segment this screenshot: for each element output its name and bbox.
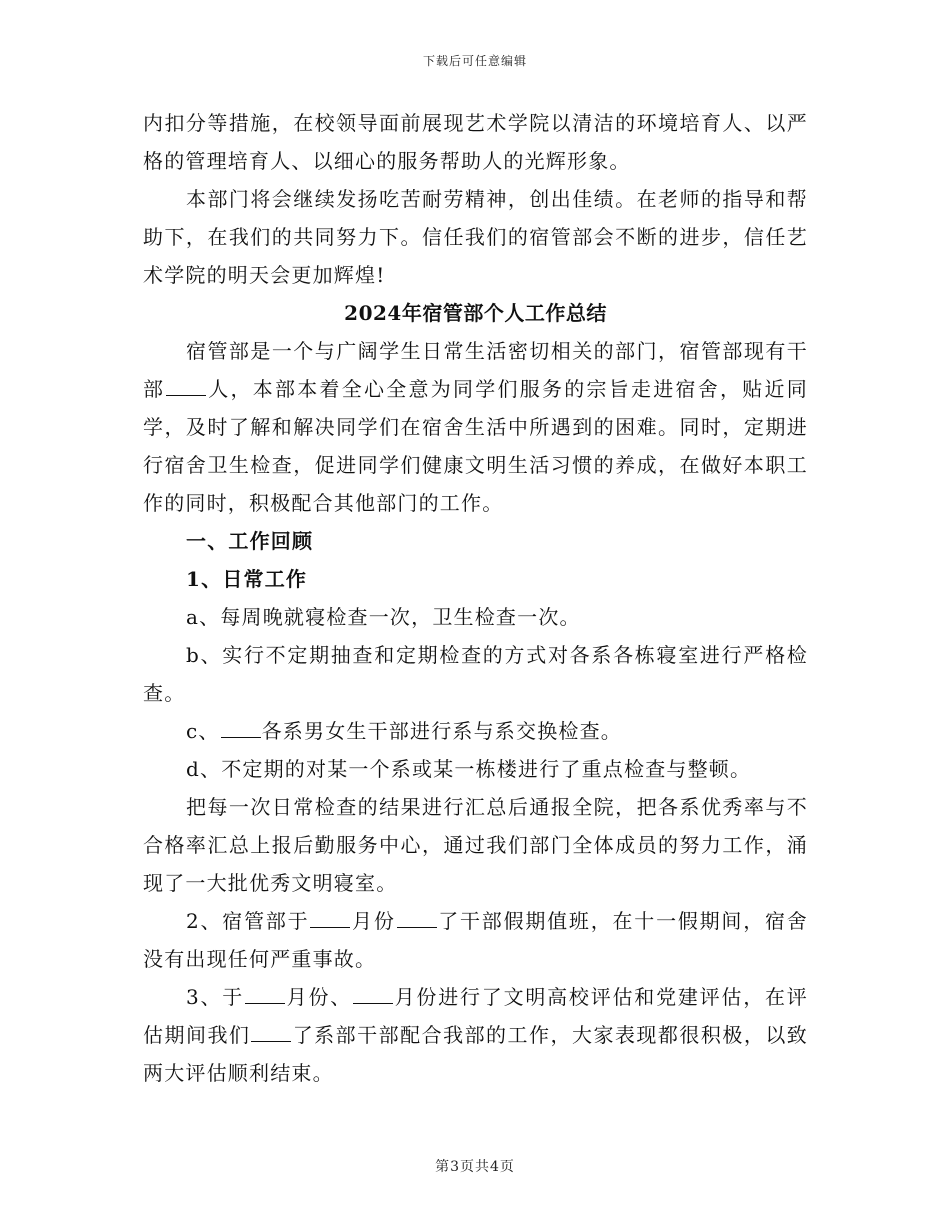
paragraph-1: 内扣分等措施，在校领导面前展现艺术学院以清洁的环境培育人、以严格的管理培育人、以细心的服务帮助人的光辉形象。 xyxy=(143,111,808,173)
paragraph-5-part-3: 了干部假期值班，在十一假期间，宿舍没有出现任何严重事故。 xyxy=(143,909,808,971)
paragraph-6-part-2: 月份、 xyxy=(286,985,353,1009)
heading-work-review: 一、工作回顾 xyxy=(186,529,314,553)
item-c xyxy=(143,712,808,750)
fill-blank xyxy=(245,985,285,1004)
fill-blank xyxy=(310,909,350,928)
item-c-prefix: c、 xyxy=(186,719,220,743)
item-b: b、实行不定期抽查和定期检查的方式对各系各栋寝室进行严格检查。 xyxy=(143,643,808,705)
fill-blank xyxy=(397,909,437,928)
paragraph-6-part-4: 了系部干部配合我部的工作，大家表现都很积极，以致两大评估顺利结束。 xyxy=(143,1023,808,1085)
fill-blank xyxy=(221,719,261,738)
page-header: 下载后可任意编辑 xyxy=(422,54,527,68)
fill-blank xyxy=(166,377,206,396)
fill-blank xyxy=(353,985,393,1004)
paragraph-3-part-b: 人，本部本着全心全意为同学们服务的宗旨走进宿舍，贴近同学，及时了解和解决同学们在宿舍生活中所遇到的困难。同时，定期进行宿舍卫生检查，促进同学们健康文明生活习惯的养成，在做好本职工作的同时，积极配合其他部门的工作。 xyxy=(143,377,808,515)
paragraph-3-part-a: 宿管部是一个与广阔学生日常生活密切相关的部门，宿管部现有干部 xyxy=(143,339,808,401)
paragraph-6-part-1: 3、于 xyxy=(186,985,245,1009)
page-footer: 第3页共4页 xyxy=(435,1159,515,1175)
paragraph-5-part-2: 月份 xyxy=(351,909,396,933)
paragraph-4: 把每一次日常检查的结果进行汇总后通报全院，把各系优秀率与不合格率汇总上报后勤服务中心，通过我们部门全体成员的努力工作，涌现了一大批优秀文明寝室。 xyxy=(143,795,808,895)
section-title: 2024年宿管部个人工作总结 xyxy=(344,301,607,325)
item-c-suffix: 各系男女生干部进行系与系交换检查。 xyxy=(261,719,623,743)
item-a: a、每周晚就寝检查一次，卫生检查一次。 xyxy=(186,605,581,629)
paragraph-6 xyxy=(143,978,808,1092)
paragraph-2: 本部门将会继续发扬吃苦耐劳精神，创出佳绩。在老师的指导和帮助下，在我们的共同努力下。信任我们的宿管部会不断的进步，信任艺术学院的明天会更加辉煌! xyxy=(143,187,808,287)
heading-daily-work: 1、日常工作 xyxy=(186,567,308,591)
paragraph-6-part-3: 月份进行了文明高校评估和党建评估，在评估期间我们 xyxy=(143,985,808,1047)
item-d: d、不定期的对某一个系或某一栋楼进行了重点检查与整顿。 xyxy=(186,757,752,781)
fill-blank xyxy=(251,1023,291,1042)
paragraph-5-part-1: 2、宿管部于 xyxy=(186,909,310,933)
document-body xyxy=(143,104,808,1092)
paragraph-3 xyxy=(143,332,808,522)
paragraph-5 xyxy=(143,902,808,978)
